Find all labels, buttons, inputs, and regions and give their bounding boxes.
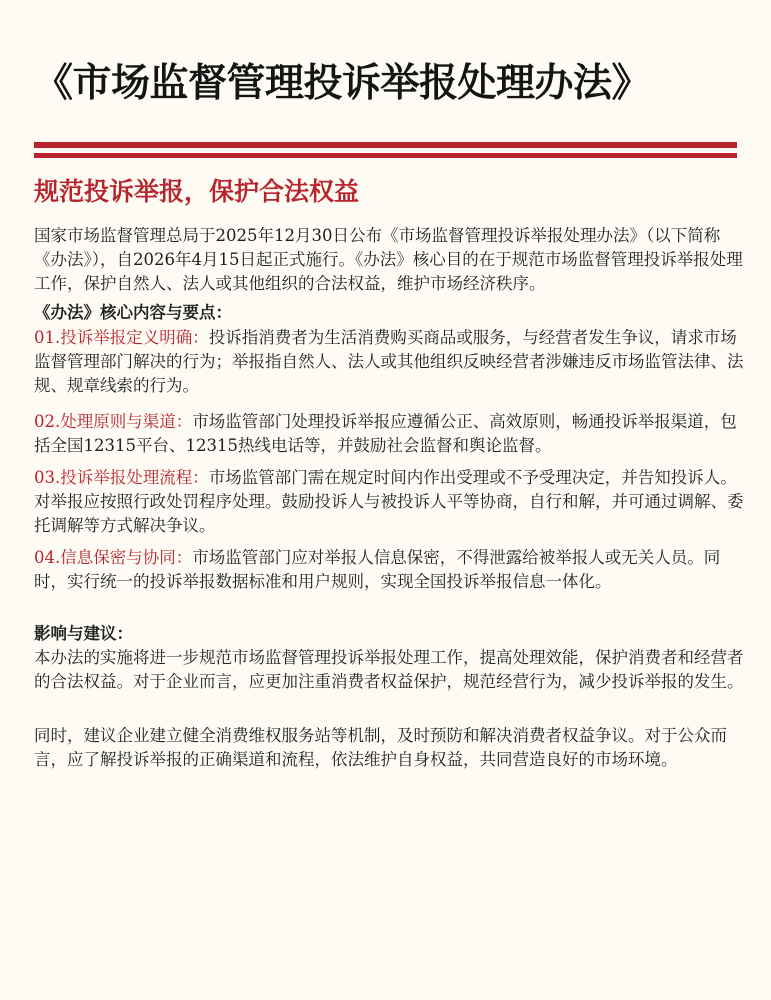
core-content-heading: 《办法》核心内容与要点： bbox=[34, 303, 232, 322]
title-divider-bottom bbox=[34, 153, 737, 158]
list-item-text: 市场监管部门处理投诉举报应遵循公正、高效原则，畅通投诉举报渠道，包括全国12315平台、12315热线电话等，并鼓励社会监督和舆论监督。 bbox=[34, 412, 737, 455]
section-subtitle: 规范投诉举报，保护合法权益 bbox=[34, 177, 360, 206]
list-item bbox=[34, 546, 744, 594]
impact-paragraph: 同时，建议企业建立健全消费维权服务站等机制，及时预防和解决消费者权益争议。对于公众而言，应了解投诉举报的正确渠道和流程，依法维护自身权益，共同营造良好的市场环境。 bbox=[34, 726, 727, 769]
list-item-label: 01.投诉举报定义明确： bbox=[34, 328, 209, 347]
intro-paragraph: 国家市场监督管理总局于2025年12月30日公布《市场监督管理投诉举报处理办法》（以下简称《办法》），自2026年4月15日起正式施行。《办法》核心目的在于规范市场监督管理投诉举报处理工作，保护自然人、法人或其他组织的合法权益，维护市场经济秩序。 bbox=[34, 226, 743, 293]
impact-heading: 影响与建议： bbox=[34, 624, 133, 643]
title-divider-top bbox=[34, 142, 737, 148]
list-item-label: 02.处理原则与渠道： bbox=[34, 412, 193, 431]
list-item bbox=[34, 410, 744, 458]
document-title: 《市场监督管理投诉举报处理办法》 bbox=[34, 61, 651, 106]
list-item bbox=[34, 466, 744, 538]
impact-paragraph: 本办法的实施将进一步规范市场监督管理投诉举报处理工作，提高处理效能，保护消费者和经营者的合法权益。对于企业而言，应更加注重消费者权益保护，规范经营行为，减少投诉举报的发生。 bbox=[34, 648, 744, 691]
list-item-text: 市场监管部门需在规定时间内作出受理或不予受理决定，并告知投诉人。对举报应按照行政处罚程序处理。鼓励投诉人与被投诉人平等协商，自行和解，并可通过调解、委托调解等方式解决争议。 bbox=[34, 468, 744, 535]
list-item-text: 投诉指消费者为生活消费购买商品或服务，与经营者发生争议，请求市场监督管理部门解决的行为；举报指自然人、法人或其他组织反映经营者涉嫌违反市场监管法律、法规、规章线索的行为。 bbox=[34, 328, 744, 395]
list-item-label: 04.信息保密与协同： bbox=[34, 548, 193, 567]
list-item bbox=[34, 326, 744, 398]
list-item-text: 市场监管部门应对举报人信息保密，不得泄露给被举报人或无关人员。同时，实行统一的投诉举报数据标准和用户规则，实现全国投诉举报信息一体化。 bbox=[34, 548, 721, 591]
list-item-label: 03.投诉举报处理流程： bbox=[34, 468, 209, 487]
